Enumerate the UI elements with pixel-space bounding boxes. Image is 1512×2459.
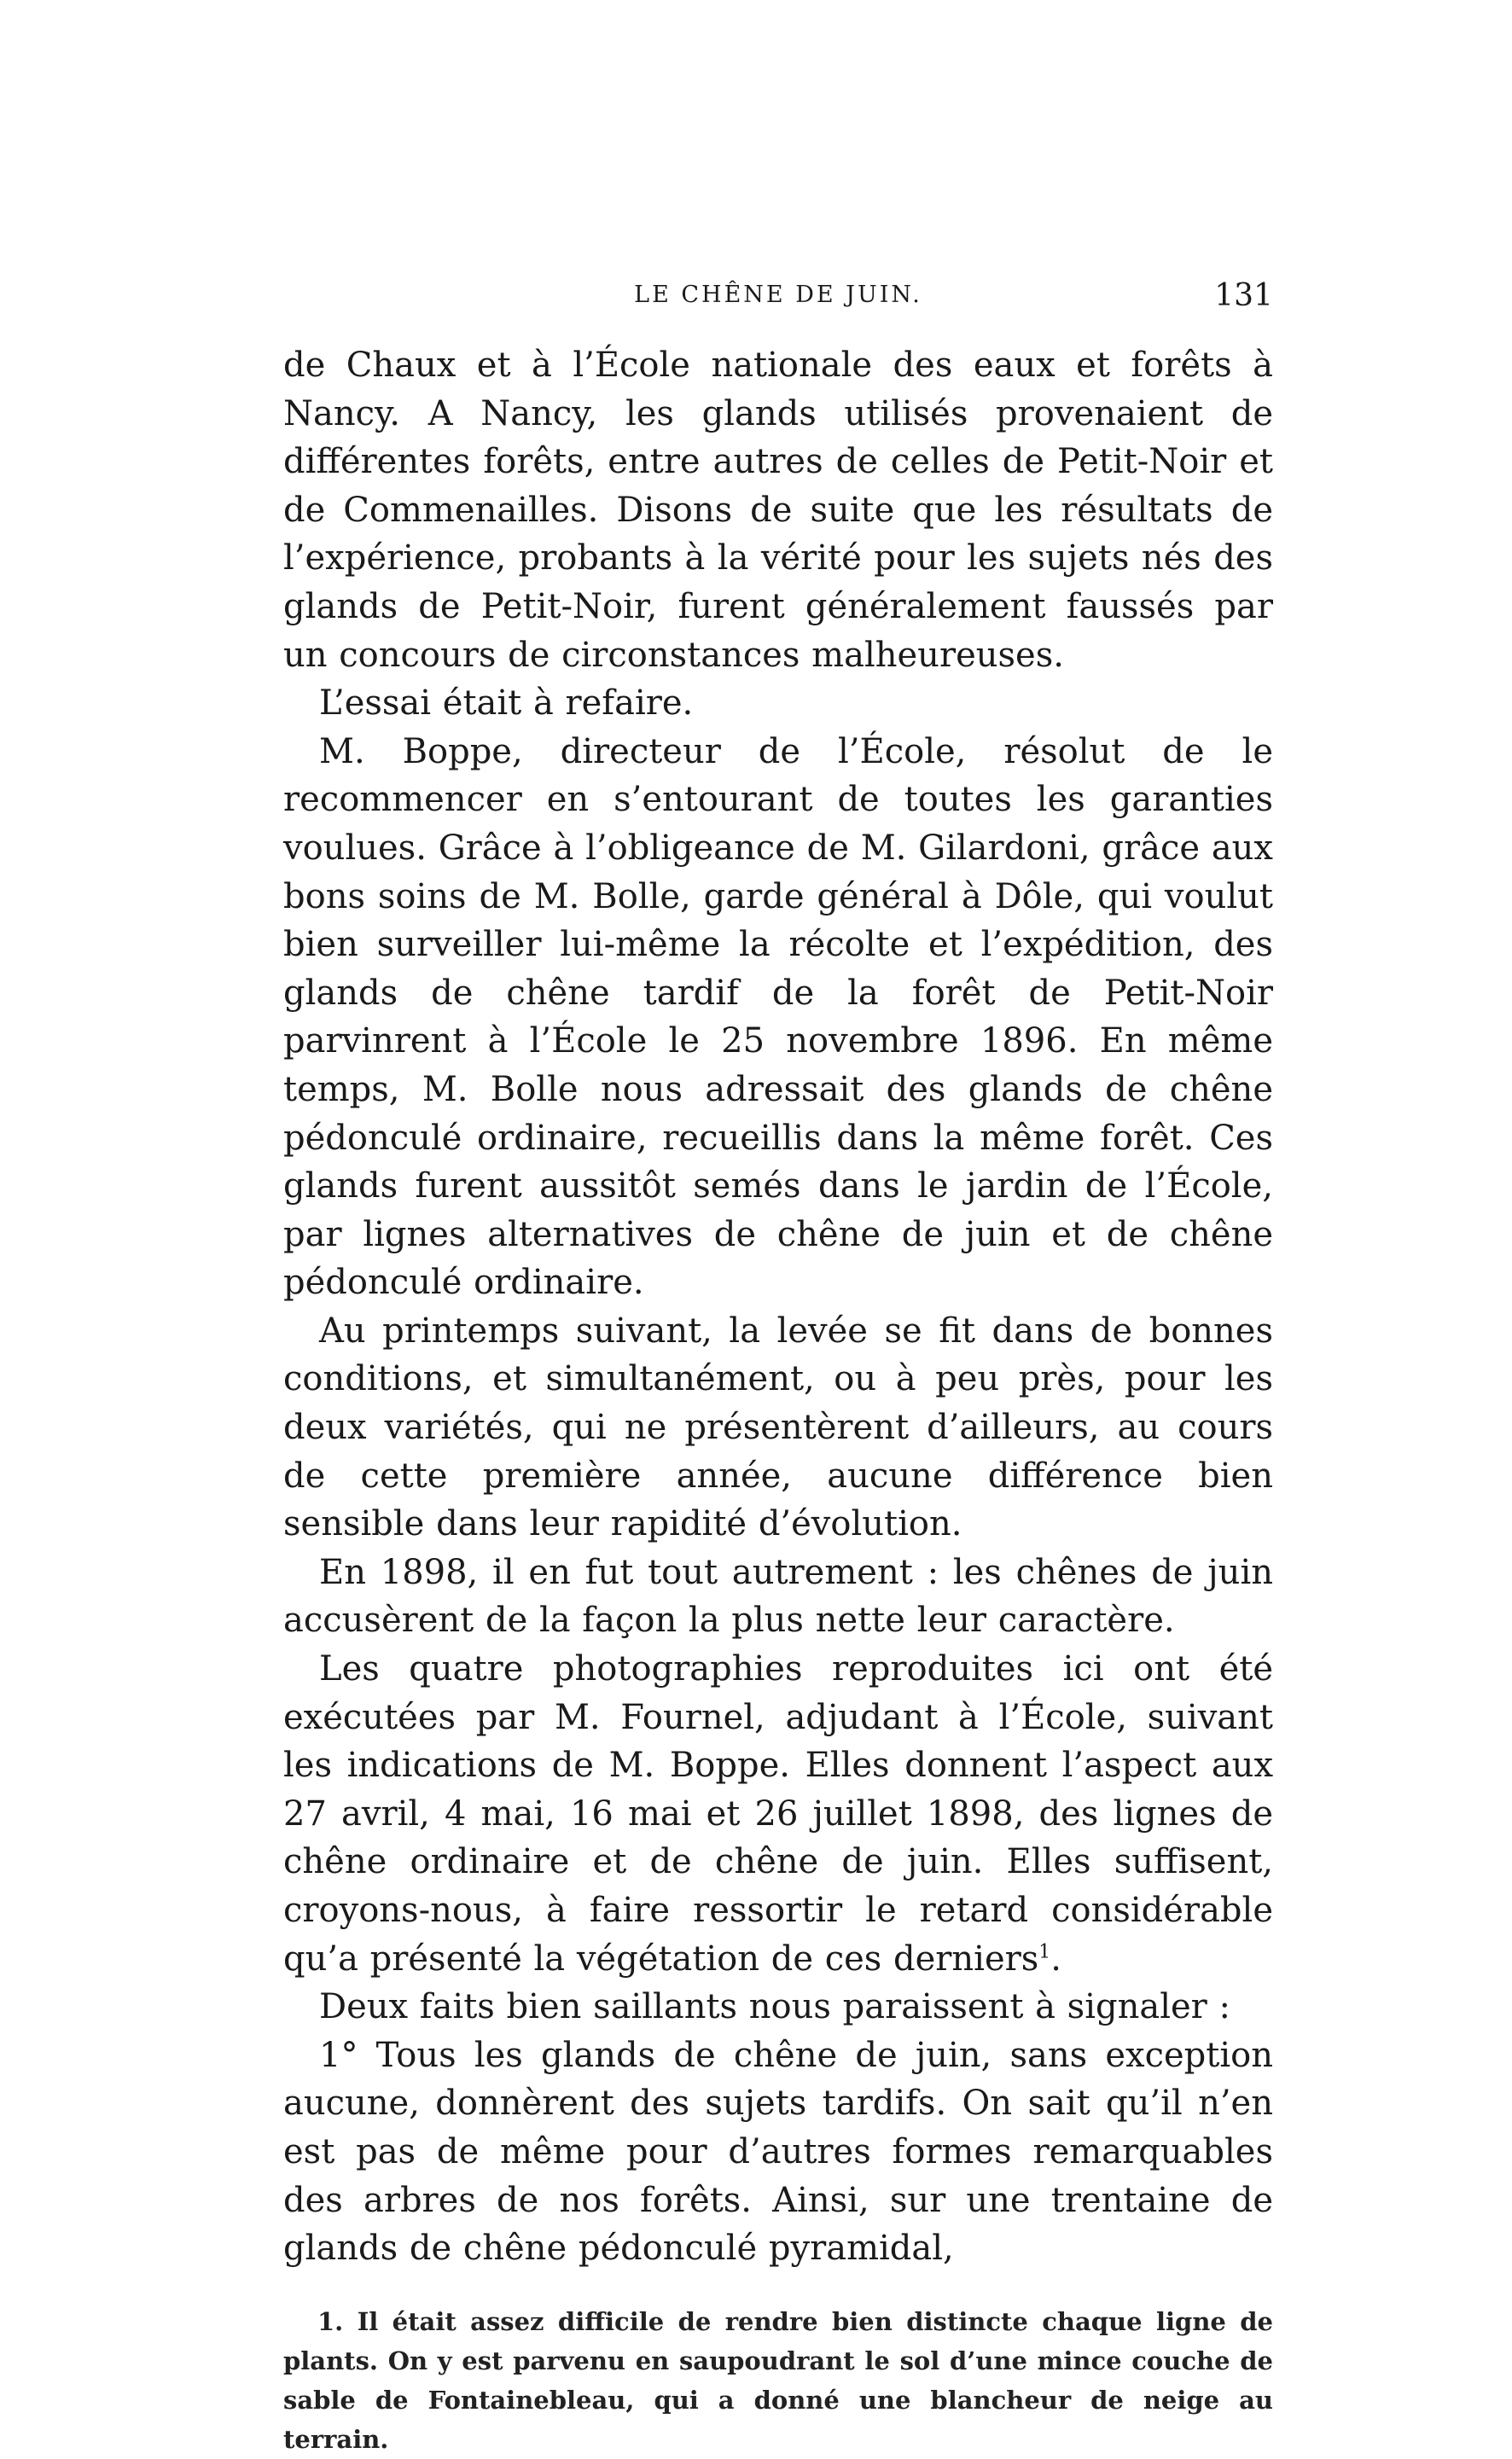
paragraph-end: . (1050, 1939, 1062, 1979)
paragraph: 1° Tous les glands de chêne de juin, sans exception aucune, donnèrent des sujets tardifs. On sait qu’il n’en est pas de même pour d’autres formes remarquables des arbres de nos forêts. Ainsi, sur une trentaine de glands de chêne pédonculé pyramidal, (283, 2035, 1273, 2269)
footnote-reference: 1 (1038, 1941, 1051, 1963)
running-head (283, 278, 1273, 333)
running-title: LE CHÊNE DE JUIN. (634, 282, 922, 308)
paragraph-with-footnote (283, 1645, 1273, 1983)
paragraph: En 1898, il en fut tout autrement : les chênes de juin accusèrent de la façon la plus nette leur caractère. (283, 1552, 1273, 1641)
paragraph: M. Boppe, directeur de l’École, résolut de le recommencer en s’entourant de toutes les garanties voulues. Grâce à l’obligeance de M. Gilardoni, grâce aux bons soins de M. Bolle, garde général à Dôle, qui voulut bien surveiller lui-même la récolte et l’expédition, des glands de chêne tardif de la forêt de Petit-Noir parvinrent à l’École le 25 novembre 1896. En même temps, M. Bolle nous adressait des glands de chêne pédonculé ordinaire, recueillis dans la même forêt. Ces glands furent aussitôt semés dans le jardin de l’École, par lignes alternatives de chêne de juin et de chêne pédonculé ordinaire. (283, 731, 1273, 1303)
paragraph: L’essai était à refaire. (319, 683, 694, 724)
paragraph: Au printemps suivant, la levée se fit dans de bonnes conditions, et simultanément, ou à peu près, pour les deux variétés, qui ne présentèrent d’ailleurs, au cours de cette première année, aucune différence bien sensible dans leur rapidité d’évolution. (283, 1311, 1273, 1544)
paragraph: Deux faits bien saillants nous paraissent à signaler : (319, 1987, 1230, 2027)
text-body (283, 341, 1273, 2273)
paragraph-text: Les quatre photographies reproduites ici ont été exécutées par M. Fournel, adjudant à l’École, suivant les indications de M. Boppe. Elles donnent l’aspect aux 27 avril, 4 mai, 16 mai et 26 juillet 1898, des lignes de chêne ordinaire et de chêne de juin. Elles suffisent, croyons-nous, à faire ressortir le retard considérable qu’a présenté la végétation de ces derniers (283, 1649, 1273, 1979)
book-page (283, 278, 1273, 2459)
footnote: 1. Il était assez difficile de rendre bien distincte chaque ligne de plants. On y est parvenu en saupoudrant le sol d’une mince couche de sable de Fontainebleau, qui a donné une blancheur de neige au terrain. (283, 2306, 1273, 2454)
paragraph: de Chaux et à l’École nationale des eaux et forêts à Nancy. A Nancy, les glands utilisés provenaient de différentes forêts, entre autres de celles de Petit-Noir et de Commenailles. Disons de suite que les résultats de l’expérience, probants à la vérité pour les sujets nés des glands de Petit-Noir, furent généralement faussés par un concours de circonstances malheureuses. (283, 346, 1273, 675)
page-number: 131 (1214, 278, 1273, 313)
